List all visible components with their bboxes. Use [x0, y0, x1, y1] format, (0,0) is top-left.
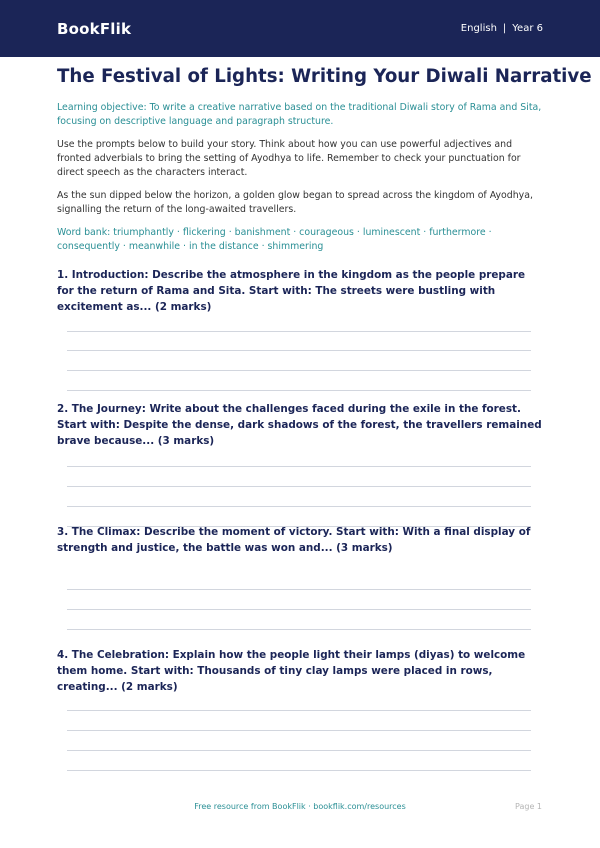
question-prompt-1: 1. Introduction: Describe the atmosphere in the kingdom as the people prepare for the return of Rama and Sita. Start with: The streets were bustling with excitement as... (2 marks): [57, 269, 526, 313]
question-prompt-2: 2. The Journey: Write about the challenges faced during the exile in the forest. Start with: Despite the dense, dark shadows of the forest, the travellers remained brave because... (3 marks): [57, 403, 542, 447]
site-header: [0, 0, 600, 57]
story-opening-paragraph: As the sun dipped below the horizon, a golden glow began to spread across the kingdom of Ayodhya, signalling the return of the long-awaited travellers.: [57, 190, 533, 215]
answer-line: [67, 589, 531, 590]
question-prompt-4: 4. The Celebration: Explain how the people light their lamps (diyas) to welcome them home. Start with: Thousands of tiny clay lamps were placed in rows, creating... (2 marks): [57, 649, 526, 693]
answer-line: [67, 609, 531, 610]
page-title: The Festival of Lights: Writing Your Diwali Narrative: [57, 66, 592, 87]
question-block-2: [57, 401, 543, 449]
brand-logo[interactable]: BookFlik: [57, 19, 132, 38]
worksheet-content: [57, 66, 592, 272]
question-prompt-3: 3. The Climax: Describe the moment of victory. Start with: With a final display of strength and justice, the battle was won and... (3 marks): [57, 526, 531, 554]
answer-line: [67, 730, 531, 731]
instructions-paragraph: Use the prompts below to build your story. Think about how you can use powerful adjectives and fronted adverbials to bring the setting of Ayodhya to life. Remember to check your punctuation for direct speech as the characters interact.: [57, 139, 521, 178]
question-block-4: [57, 647, 543, 695]
answer-line: [67, 770, 531, 771]
answer-line: [67, 466, 531, 467]
page-number: Page 1: [515, 802, 542, 811]
answer-line: [67, 629, 531, 630]
answer-line: [67, 506, 531, 507]
question-block-3: [57, 524, 543, 556]
footer-resource-link[interactable]: Free resource from BookFlik · bookflik.com/resources: [194, 802, 406, 811]
learning-objective: Learning objective: To write a creative narrative based on the traditional Diwali story of Rama and Sita, focusing on descriptive language and paragraph structure.: [57, 102, 542, 127]
answer-line: [67, 390, 531, 391]
answer-line: [67, 710, 531, 711]
answer-line: [67, 370, 531, 371]
question-block-1: [57, 267, 543, 315]
word-bank: Word bank: triumphantly · flickering · banishment · courageous · luminescent · furthermore · consequently · meanwhile · in the distance · shimmering: [57, 227, 492, 252]
answer-line: [67, 750, 531, 751]
subject-label: English: [460, 23, 497, 34]
answer-line: [67, 350, 531, 351]
year-label: Year 6: [512, 23, 543, 34]
answer-line: [67, 486, 531, 487]
header-separator: |: [502, 23, 507, 34]
answer-line: [67, 331, 531, 332]
header-meta: [461, 23, 543, 34]
